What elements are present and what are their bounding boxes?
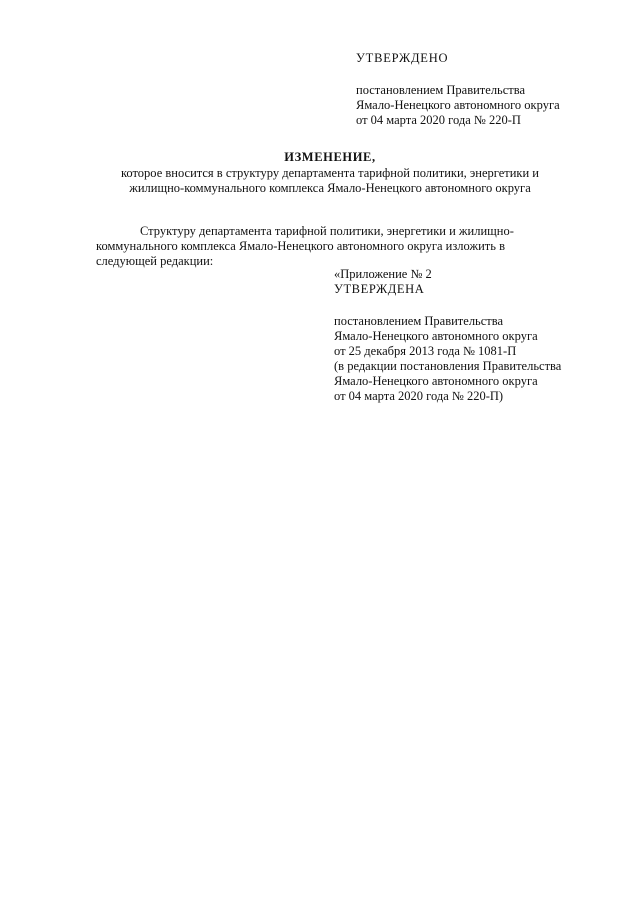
body-line: Структуру департамента тарифной политики, энергетики и жилищно- (140, 224, 514, 238)
appendix-line: от 04 марта 2020 года № 220-П) (334, 389, 504, 403)
approval-stamp: УТВЕРЖДЕНО (356, 51, 449, 65)
body-paragraph (96, 224, 596, 269)
appendix-label: «Приложение № 2 (334, 267, 432, 281)
document-subtitle-line: которое вносится в структуру департамента тарифной политики, энергетики и (120, 166, 539, 180)
appendix-line: Ямало-Ненецкого автономного округа (334, 374, 538, 388)
approval-line: от 04 марта 2020 года № 220-П (356, 113, 521, 127)
approval-line: Ямало-Ненецкого автономного округа (356, 98, 560, 112)
document-subtitle-line: жилищно-коммунального комплекса Ямало-Ненецкого автономного округа (129, 181, 531, 195)
appendix-block (334, 267, 624, 404)
document-heading: ИЗМЕНЕНИЕ, (284, 150, 376, 164)
appendix-stamp: УТВЕРЖДЕНА (334, 282, 425, 296)
appendix-line: Ямало-Ненецкого автономного округа (334, 329, 538, 343)
body-line: коммунального комплекса Ямало-Ненецкого автономного округа изложить в (96, 239, 505, 253)
approval-line: постановлением Правительства (356, 83, 526, 97)
document-title-block (60, 150, 600, 196)
body-line: следующей редакции: (96, 254, 214, 268)
approval-block (356, 51, 626, 128)
appendix-line: от 25 декабря 2013 года № 1081-П (334, 344, 517, 358)
appendix-line: постановлением Правительства (334, 314, 504, 328)
appendix-line: (в редакции постановления Правительства (334, 359, 562, 373)
